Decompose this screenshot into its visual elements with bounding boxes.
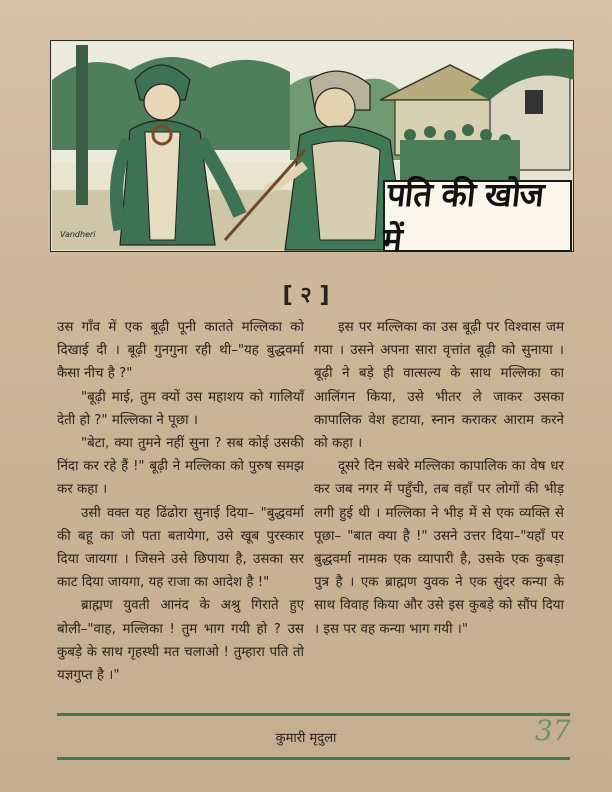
left-column — [57, 316, 304, 687]
paragraph: दूसरे दिन सबेरे मल्लिका कापालिक का वेष धर कर जब नगर में पहुँची, तब वहाँ पर लोगों की भीड़ लगी हुई थी । मल्लिका ने भीड़ में से एक व्यक्ति से पूछा– "बात क्या है !" उसने उत्तर दिया–"यहाँ पर बुद्धवर्मा नामक एक व्यापारी है, उसके एक कुबड़ा पुत्र है । एक ब्राह्मण युवक ने एक सुंदर कन्या के साथ विवाह किया और उसे इस कुबड़े को सौंप दिया । इस पर वह कन्या भाग गयी ।" — [314, 459, 564, 637]
chapter-marker: [ २ ] — [282, 283, 330, 308]
story-title: पति की खोज में — [380, 175, 546, 259]
paragraph: "बूढ़ी माई, तुम क्यों उस महाशय को गालियाँ देती हो ?" मल्लिका ने पूछा । — [57, 389, 304, 428]
building-window — [525, 90, 543, 114]
footer-rule-bottom — [57, 757, 570, 760]
wooden-post — [76, 45, 88, 205]
paragraph: उस गाँव में एक बूढ़ी पूनी कातते मल्लिका को दिखाई दी । बूढ़ी गुनगुना रही थी–"यह बुद्धवर्मा कैसा नीच है ?" — [57, 320, 304, 382]
author-name: कुमारी मृदुला — [275, 731, 337, 746]
paragraph: ब्राह्मण युवती आनंद के अश्रु गिराते हुए बोली–"वाह, मल्लिका ! तुम भाग गयी हो ? उस कुबड़े के साथ गृहस्थी मत चलाओ ! तुम्हारा पति तो यज्ञगुप्त है ।" — [57, 598, 304, 684]
story-title-box — [380, 175, 572, 259]
artist-signature: Vandheri — [60, 230, 96, 239]
right-column — [314, 316, 564, 641]
page-number: 37 — [535, 714, 571, 747]
paragraph: "बेटा, क्या तुमने नहीं सुना ? सब कोई उसकी निंदा कर रहे हैं !" बूढ़ी ने मल्लिका को पुरुष समझ कर कहा । — [57, 436, 304, 498]
paragraph: इस पर मल्लिका का उस बूढ़ी पर विश्वास जम गया । उसने अपना सारा वृत्तांत बूढ़ी को सुनाया । बूढ़ी ने बड़े ही वात्सल्य के साथ मल्लिका का आलिंगन किया, उसे भीतर ले जाकर उसका कापालिक वेश हटाया, स्नान कराकर आराम करने को कहा । — [314, 320, 564, 452]
paragraph: उसी वक्त यह ढिंढोरा सुनाई दिया– "बुद्धवर्मा की बहू का जो पता बतायेगा, उसे खूब पुरस्कार दिया जायगा । जिसने उसे छिपाया है, उसका सर काट दिया जायगा, यह राजा का आदेश है !" — [57, 505, 304, 591]
footer-rule-top — [57, 713, 570, 716]
